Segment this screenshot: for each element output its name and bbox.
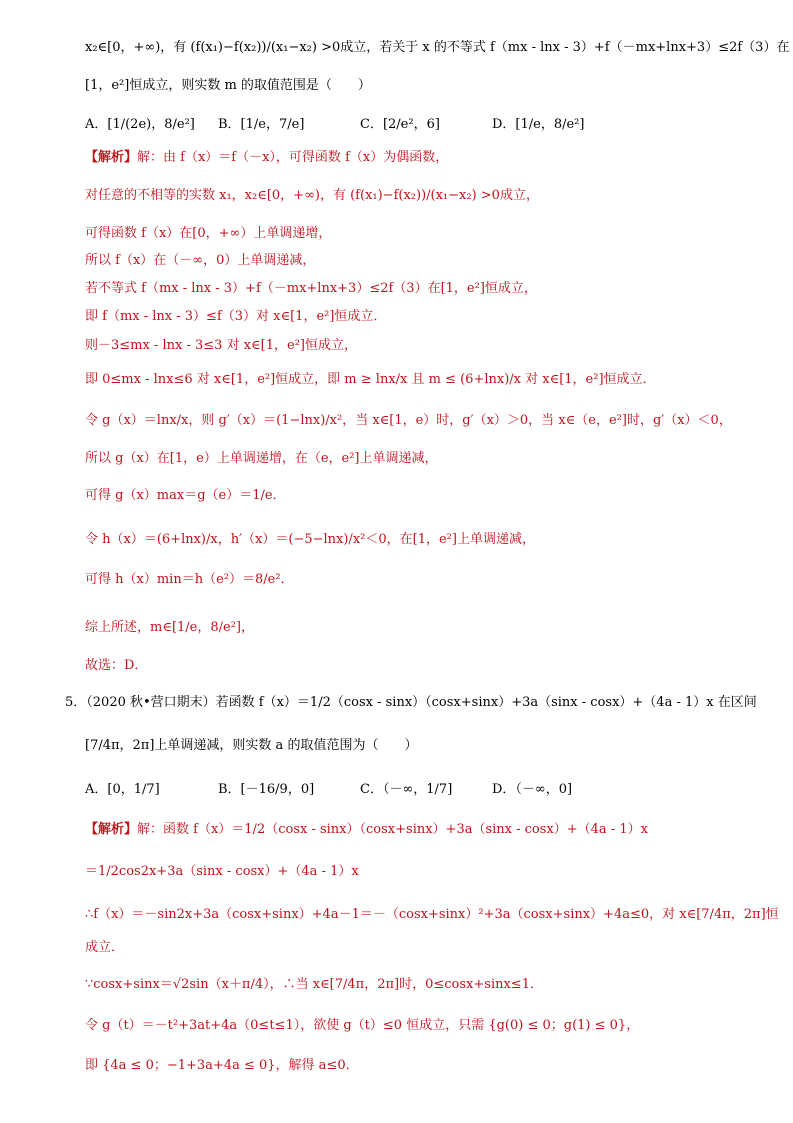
q5-option-b: B．[－16/9，0]	[218, 782, 315, 797]
q5-option-c: C．（－∞，1/7]	[360, 782, 453, 797]
question-5-line-1: 5．（2020 秋•营口期末）若函数 f（x）＝1/2（cosx - sinx）（cosx+sinx）+3a（sinx - cosx）+（4a - 1）x 在区间	[65, 695, 757, 710]
q5-analysis-line-6: 令 g（t）＝－t²+3at+4a（0≤t≤1），欲使 g（t）≤0 恒成立，只需 {g(0) ≤ 0；g(1) ≤ 0}，	[85, 1018, 640, 1033]
q5-analysis-text: 解：函数 f（x）＝1/2（cosx - sinx）（cosx+sinx）+3a（sinx - cosx）+（4a - 1）x	[137, 822, 648, 837]
q5-option-a: A．[0，1/7]	[85, 782, 160, 797]
analysis-text: 解：由 f（x）＝f（－x），可得函数 f（x）为偶函数，	[137, 150, 449, 165]
q5-analysis-tag: 【解析】	[85, 822, 138, 837]
analysis-line-12: 令 h（x）＝(6+lnx)/x，h′（x）＝(−5−lnx)/x²＜0，在[1，e²]上单调递减，	[85, 532, 535, 547]
analysis-line-8: 即 0≤mx - lnx≤6 对 x∈[1，e²]恒成立，即 m ≥ lnx/x 且 m ≤ (6+lnx)/x 对 x∈[1，e²]恒成立．	[85, 372, 656, 387]
question-line-1: x₂∈[0，+∞)，有 (f(x₁)−f(x₂))/(x₁−x₂) >0成立，若关于 x 的不等式 f（mx - lnx - 3）+f（－mx+lnx+3）≤2f（3）在	[85, 40, 790, 55]
analysis-line-11: 可得 g（x）max＝g（e）＝1/e．	[85, 488, 286, 503]
analysis-line-7: 则－3≤mx - lnx - 3≤3 对 x∈[1，e²]恒成立，	[85, 338, 357, 353]
q5-analysis-line-3: ∴f（x）＝－sin2x+3a（cosx+sinx）+4a－1＝－（cosx+sinx）²+3a（cosx+sinx）+4a≤0，对 x∈[7/4π，2π]恒	[85, 907, 779, 922]
analysis-line-3: 可得函数 f（x）在[0，+∞）上单调递增，	[85, 226, 332, 241]
analysis-line-14: 综上所述，m∈[1/e，8/e²]，	[85, 620, 254, 635]
option-d: D．[1/e，8/e²]	[492, 117, 585, 132]
q5-analysis-line-2: ＝1/2cos2x+3a（sinx - cosx）+（4a - 1）x	[85, 864, 359, 879]
analysis-line-6: 即 f（mx - lnx - 3）≤f（3）对 x∈[1，e²]恒成立．	[85, 309, 387, 324]
q5-analysis-line-5: ∵cosx+sinx＝√2sin（x＋π/4），∴当 x∈[7/4π，2π]时，0≤cosx+sinx≤1．	[85, 977, 543, 992]
option-b: B．[1/e，7/e]	[218, 117, 305, 132]
question-line-2: [1，e²]恒成立，则实数 m 的取值范围是（ ）	[85, 78, 371, 93]
q5-option-d: D．（－∞，0]	[492, 782, 573, 797]
option-c: C．[2/e²，6]	[360, 117, 440, 132]
option-a: A．[1/(2e)，8/e²]	[85, 117, 195, 132]
analysis-line-1	[85, 150, 448, 166]
analysis-line-5: 若不等式 f（mx - lnx - 3）+f（－mx+lnx+3）≤2f（3）在[1，e²]恒成立，	[85, 281, 537, 296]
analysis-line-9: 令 g（x）＝lnx/x，则 g′（x）＝(1−lnx)/x²，当 x∈[1，e）时，g′（x）＞0，当 x∈（e，e²]时，g′（x）＜0，	[85, 413, 732, 428]
analysis-line-4: 所以 f（x）在（－∞，0）上单调递减，	[85, 253, 316, 268]
q5-analysis-line-4: 成立．	[85, 940, 125, 955]
analysis-line-15: 故选：D．	[85, 658, 148, 673]
q5-analysis-line-1	[85, 822, 648, 838]
analysis-tag: 【解析】	[85, 150, 138, 165]
q5-analysis-line-7: 即 {4a ≤ 0；−1+3a+4a ≤ 0}，解得 a≤0．	[85, 1058, 359, 1073]
question-5-line-2: [7/4π，2π]上单调递减，则实数 a 的取值范围为（ ）	[85, 738, 418, 753]
analysis-line-10: 所以 g（x）在[1，e）上单调递增，在（e，e²]上单调递减，	[85, 451, 438, 466]
analysis-line-2: 对任意的不相等的实数 x₁，x₂∈[0，+∞)，有 (f(x₁)−f(x₂))/(x₁−x₂) >0成立，	[85, 188, 539, 203]
analysis-line-13: 可得 h（x）min＝h（e²）＝8/e²．	[85, 572, 294, 587]
